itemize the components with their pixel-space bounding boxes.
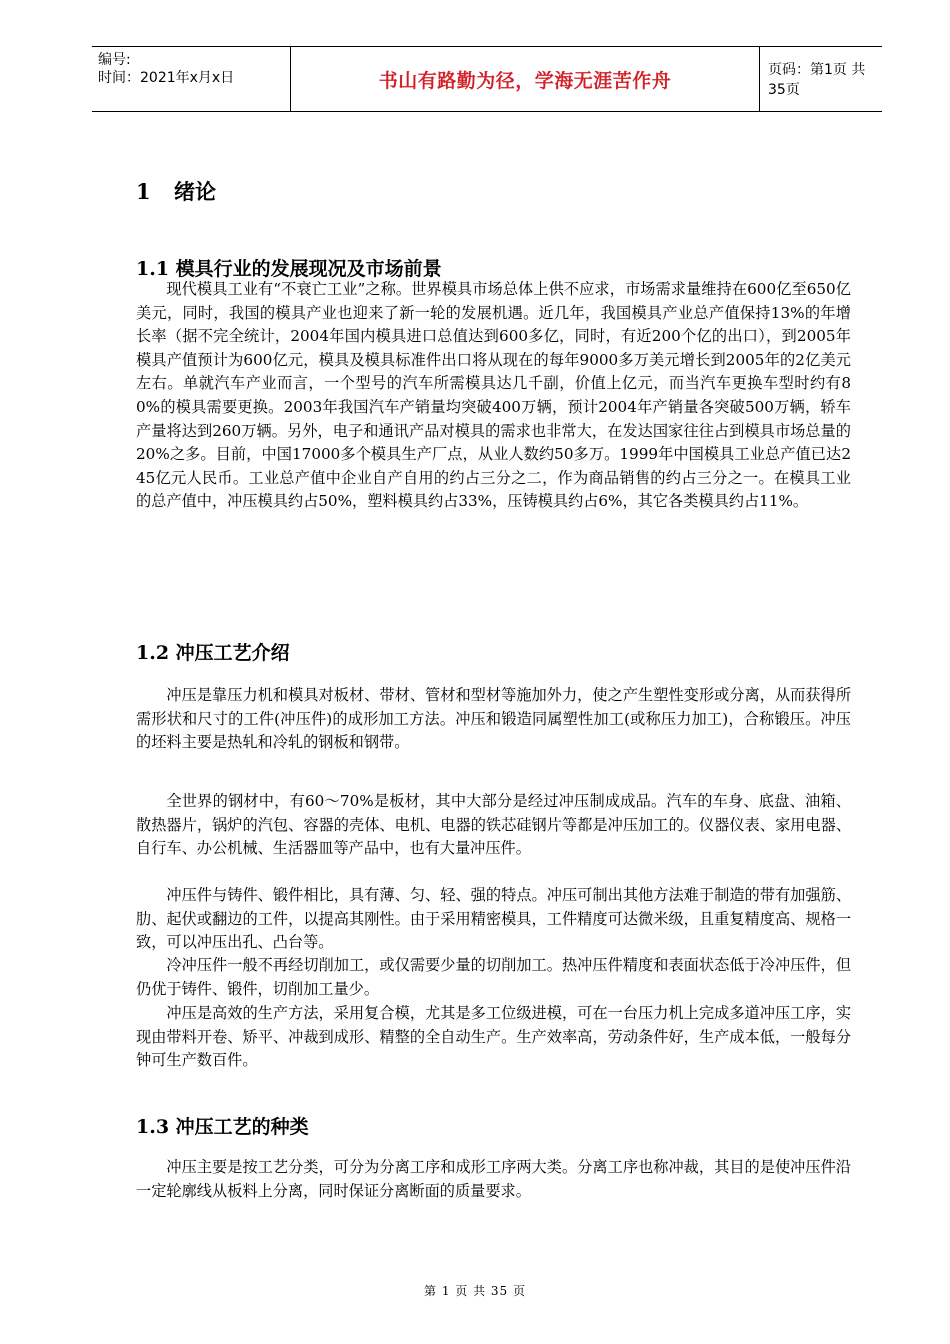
section-heading-1-1: 1.1 模具行业的发展现况及市场前景 (136, 258, 442, 280)
chapter-title: 绪论 (174, 179, 216, 204)
paragraph: 冲压是靠压力机和模具对板材、带材、管材和型材等施加外力，使之产生塑性变形或分离，从而获得所需形状和尺寸的工件(冲压件)的成形加工方法。冲压和锻造同属塑性加工(或称压力加工)，合称锻压。冲压的坯料主要是热轧和冷轧的钢板和钢带。 (136, 686, 851, 752)
header-motto-cell (290, 47, 760, 111)
chapter-number: 1 (136, 179, 151, 204)
paragraph: 冲压是高效的生产方法，采用复合模，尤其是多工位级进模，可在一台压力机上完成多道冲压工序，实现由带料开卷、矫平、冲裁到成形、精整的全自动生产。生产效率高，劳动条件好，生产成本低，一般每分钟可生产数百件。 (136, 1004, 851, 1070)
paragraph: 全世界的钢材中，有60～70%是板材，其中大部分是经过冲压制成成品。汽车的车身、底盘、油箱、散热器片，锅炉的汽包、容器的壳体、电机、电器的铁芯硅钢片等都是冲压加工的。仪器仪表、家用电器、自行车、办公机械、生活器皿等产品中，也有大量冲压件。 (136, 792, 851, 858)
header-motto: 书山有路勤为径，学海无涯苦作舟 (378, 69, 672, 92)
chapter-heading (136, 176, 216, 206)
paragraph: 现代模具工业有“不衰亡工业”之称。世界模具市场总体上供不应求，市场需求量维持在600亿至650亿美元，同时，我国的模具产业也迎来了新一轮的发展机遇。近几年，我国模具产业总产值保持13%的年增长率（据不完全统计，2004年国内模具进口总值达到600多亿，同时，有近200个亿的出口），到2005年模具产值预计为600亿元，模具及模具标准件出口将从现在的每年9000多万美元增长到2005年的2亿美元左右。单就汽车产业而言，一个型号的汽车所需模具达几千副，价值上亿元，而当汽车更换车型时约有80%的模具需要更换。2003年我国汽车产销量均突破400万辆，预计2004年产销量各突破500万辆，轿车产量将达到260万辆。另外，电子和通讯产品对模具的需求也非常大，在发达国家往往占到模具市场总量的20%之多。目前，中国17000多个模具生产厂点，从业人数约50多万。1999年中国模具工业总产值已达245亿元人民币。工业总产值中企业自产自用的约占三分之二，作为商品销售的约占三分之一。在模具工业的总产值中，冲压模具约占50%，塑料模具约占33%，压铸模具约占6%，其它各类模具约占11%。 (136, 280, 851, 511)
header-page-info: 页码：第1页 共35页 (768, 62, 866, 98)
document-time: 时间：2021年x月x日 (98, 70, 235, 86)
paragraph: 冲压件与铸件、锻件相比，具有薄、匀、轻、强的特点。冲压可制出其他方法难于制造的带有加强筋、肋、起伏或翻边的工件，以提高其刚性。由于采用精密模具，工件精度可达微米级，且重复精度高、规格一致，可以冲压出孔、凸台等。 (136, 886, 851, 952)
paragraph: 冲压主要是按工艺分类，可分为分离工序和成形工序两大类。分离工序也称冲裁，其目的是使冲压件沿一定轮廓线从板料上分离，同时保证分离断面的质量要求。 (136, 1158, 851, 1200)
section-heading-1-3: 1.3 冲压工艺的种类 (136, 1116, 309, 1138)
page-header (92, 46, 882, 112)
paragraph: 冷冲压件一般不再经切削加工，或仅需要少量的切削加工。热冲压件精度和表面状态低于冷冲压件，但仍优于铸件、锻件，切削加工量少。 (136, 956, 851, 998)
document-id-label: 编号: (98, 52, 131, 68)
header-page-info-cell (760, 47, 882, 111)
header-meta (92, 47, 290, 111)
page-footer: 第 1 页 共 35 页 (424, 1284, 526, 1298)
section-heading-1-2: 1.2 冲压工艺介绍 (136, 642, 290, 664)
